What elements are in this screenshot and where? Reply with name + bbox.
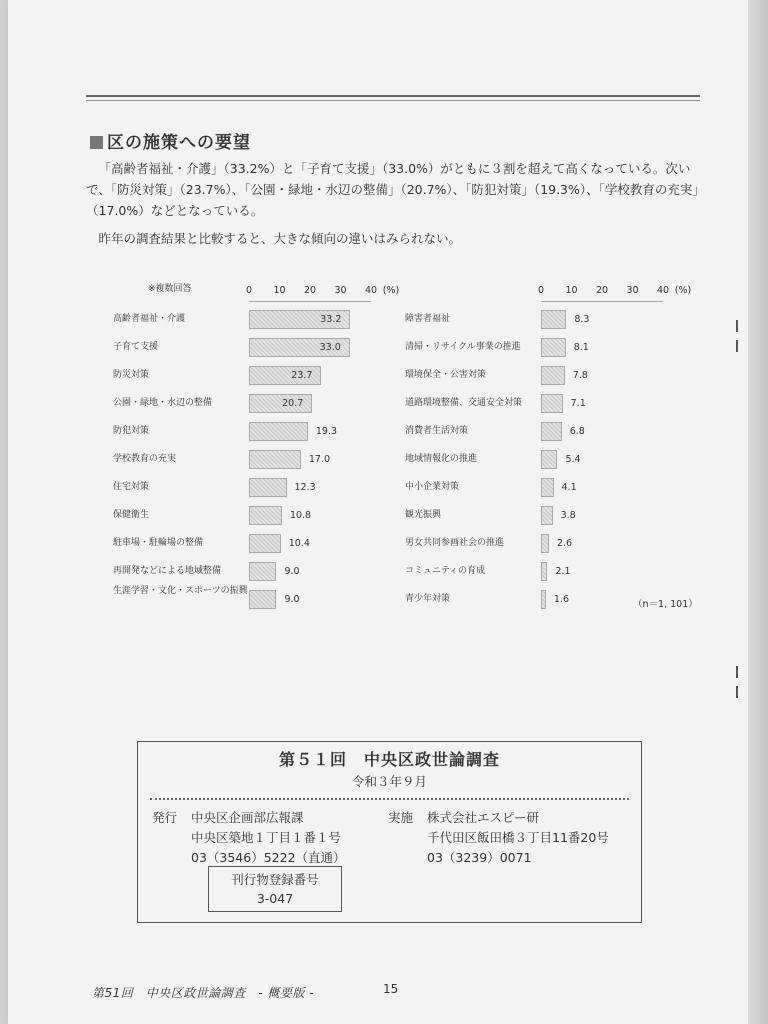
bar-value-label: 3.8	[560, 510, 576, 521]
sample-size-note: （n＝1, 101）	[633, 599, 698, 610]
axis-tick-label: 30	[334, 285, 347, 296]
category-label: 青少年対策	[405, 594, 451, 604]
category-label: 住宅対策	[113, 482, 150, 492]
bar	[541, 338, 566, 357]
binding-mark	[736, 666, 738, 678]
bar-value-label: 12.3	[294, 482, 316, 493]
registration-label: 刊行物登録番号	[231, 872, 319, 887]
bar	[249, 478, 287, 497]
square-bullet-icon	[90, 136, 103, 149]
survey-title: 第５１回 中央区政世論調査	[278, 750, 500, 769]
bar-value-label: 6.8	[569, 426, 585, 437]
category-label: 生涯学習・文化・スポーツの振興	[113, 586, 248, 596]
header-rule	[86, 95, 700, 97]
axis-tick-label: 20	[595, 285, 609, 296]
section-title-text: 区の施策への要望	[107, 133, 251, 153]
bar-value-label: 9.0	[284, 594, 300, 605]
category-label: コミュニティの育成	[405, 566, 486, 576]
bar-value-label: 19.3	[315, 426, 338, 437]
summary-paragraph: 「高齢者福祉・介護」（33.2%）と「子育て支援」（33.0%）がともに３割を超えて高くなっている。次いで、「防災対策」（23.7%）、「公園・緑地・水辺の整備」（20.7%）、「防犯対策」（19.3%）、「学校教育の充実」（17.0%）などとなっている。	[86, 161, 699, 218]
binding-mark	[736, 686, 738, 698]
bar	[541, 506, 553, 525]
category-label: 観光振興	[405, 510, 442, 520]
category-label: 再開発などによる地域整備	[113, 566, 222, 576]
bar-value-label: 33.2	[320, 314, 342, 325]
dotted-divider	[150, 798, 629, 800]
header-rule-thin	[86, 100, 700, 101]
axis-tick-label: 0	[537, 285, 545, 296]
binding-mark	[736, 320, 738, 332]
implementer-phone: 03（3239）0071	[427, 850, 532, 865]
bar	[541, 450, 557, 469]
bar-value-label: 8.3	[574, 314, 590, 325]
bar-value-label: 10.4	[288, 538, 310, 549]
axis-tick-label: 40	[656, 285, 670, 296]
axis-tick-label: 10	[565, 285, 578, 296]
bar-value-label: 10.8	[289, 510, 312, 521]
bar	[541, 478, 554, 497]
category-label: 学校教育の充実	[113, 454, 177, 464]
publisher-label: 発行	[152, 810, 178, 825]
page-number: 15	[383, 982, 399, 996]
axis-baseline	[249, 301, 371, 302]
category-label: 男女共同参画社会の推進	[405, 538, 505, 548]
category-label: 高齢者福祉・介護	[113, 314, 186, 324]
category-label: 子育て支援	[113, 342, 159, 352]
survey-date: 令和３年９月	[351, 774, 427, 789]
bar	[541, 310, 566, 329]
category-label: 公園・緑地・水辺の整備	[113, 398, 213, 408]
category-label: 防災対策	[113, 370, 150, 380]
binding-mark	[736, 340, 738, 352]
bar-value-label: 20.7	[282, 398, 304, 409]
category-label: 地域情報化の推進	[405, 454, 478, 464]
footer-title: 第51回 中央区政世論調査 - 概要版 -	[92, 986, 315, 1000]
category-label: 防犯対策	[113, 426, 150, 436]
implementer-address: 千代田区飯田橋３丁目11番20号	[427, 830, 609, 845]
bar-value-label: 17.0	[308, 454, 330, 465]
axis-tick-label: 40	[364, 285, 378, 296]
registration-box	[208, 866, 342, 912]
implementer-label: 実施	[388, 810, 414, 825]
axis-baseline	[541, 301, 663, 302]
bar	[541, 422, 562, 441]
category-label: 清掃・リサイクル事業の推進	[405, 342, 521, 352]
bar-value-label: 5.4	[565, 454, 581, 465]
bar-value-label: 2.6	[556, 538, 573, 549]
implementer-name: 株式会社エスピー研	[427, 810, 540, 825]
axis-unit-label: (%)	[674, 285, 692, 296]
axis-unit-label: (%)	[382, 285, 400, 296]
category-label: 環境保全・公害対策	[405, 370, 487, 380]
comparison-paragraph: 昨年の調査結果と比較すると、大きな傾向の違いはみられない。	[98, 231, 462, 246]
section-title	[90, 128, 251, 153]
bar	[541, 366, 565, 385]
axis-tick-label: 0	[245, 285, 253, 296]
publisher-name: 中央区企画部広報課	[191, 810, 304, 825]
publication-info-box	[137, 741, 642, 923]
bar-value-label: 33.0	[319, 342, 341, 353]
publisher-address: 中央区築地１丁目１番１号	[191, 830, 342, 845]
bar	[249, 562, 276, 581]
bar	[249, 422, 308, 441]
category-label: 消費者生活対策	[405, 426, 469, 436]
next-page-edge	[748, 0, 768, 1024]
bar	[249, 450, 301, 469]
bar-value-label: 23.7	[291, 370, 313, 381]
bar-value-label: 7.8	[572, 370, 588, 381]
category-label: 障害者福祉	[405, 314, 451, 324]
bar	[541, 534, 549, 553]
axis-tick-label: 30	[626, 285, 639, 296]
bar	[249, 534, 281, 553]
bar	[541, 394, 563, 413]
bar	[249, 590, 276, 609]
category-label: 駐車場・駐輪場の整備	[113, 538, 204, 548]
bar-value-label: 4.1	[561, 482, 577, 493]
bar-value-label: 8.1	[573, 342, 589, 353]
bar	[541, 562, 547, 581]
publisher-phone: 03（3546）5222（直通）	[191, 850, 346, 865]
bar-value-label: 9.0	[284, 566, 300, 577]
axis-tick-label: 20	[303, 285, 317, 296]
multiple-answer-note: ※複数回答	[148, 284, 192, 294]
bar-value-label: 1.6	[553, 594, 569, 605]
category-label: 中小企業対策	[405, 482, 460, 492]
axis-tick-label: 10	[273, 285, 286, 296]
bar-value-label: 7.1	[570, 398, 586, 409]
category-label: 保健衛生	[113, 510, 150, 520]
category-label: 道路環境整備、交通安全対策	[405, 398, 523, 408]
bar	[249, 506, 282, 525]
bar-value-label: 2.1	[555, 566, 571, 577]
registration-number: 3-047	[256, 891, 294, 906]
bar	[541, 590, 546, 609]
